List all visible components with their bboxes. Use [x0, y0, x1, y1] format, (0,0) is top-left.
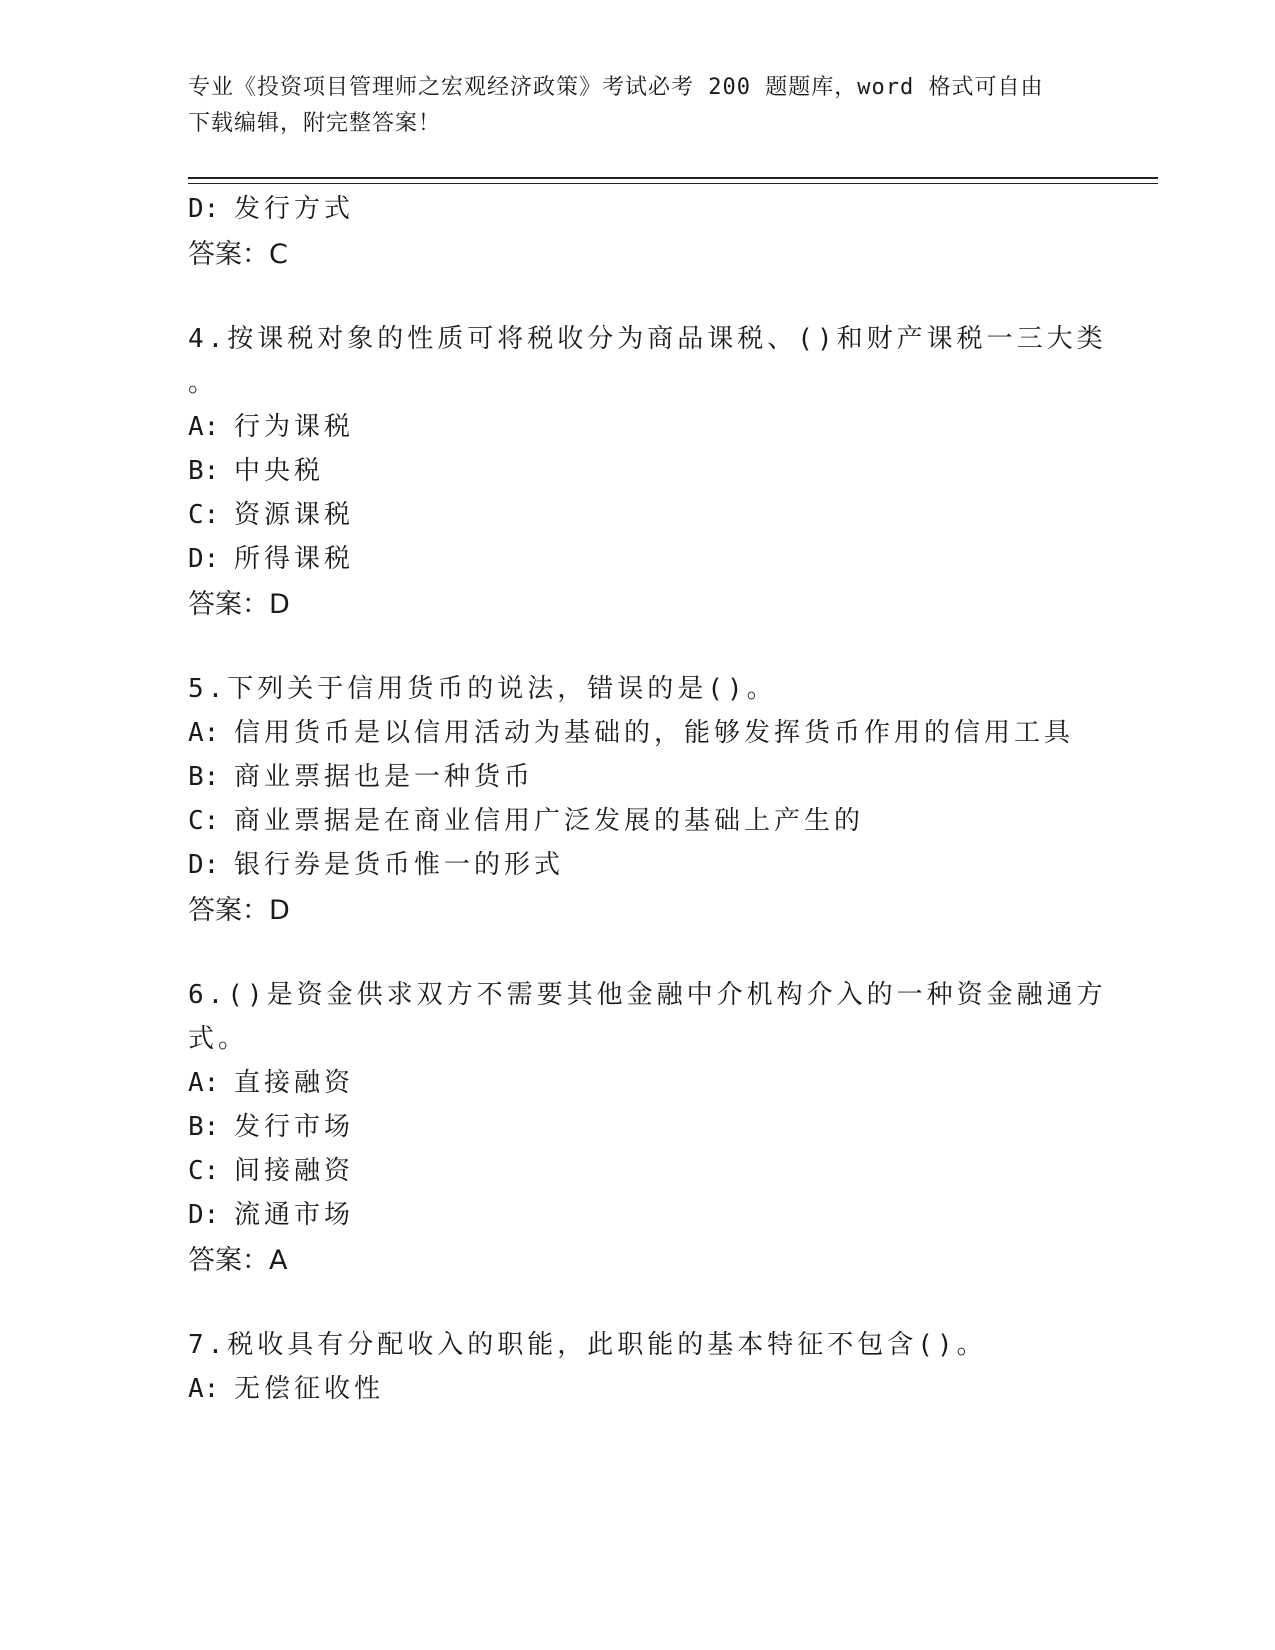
option-label: C: — [188, 1156, 220, 1186]
q6-option-a — [188, 1062, 354, 1099]
document-header — [188, 70, 1068, 142]
header-rule-thick — [188, 177, 1158, 179]
q5-answer: 答案：D — [188, 895, 290, 926]
option-text: 发行市场 — [234, 1112, 355, 1142]
option-text: 直接融资 — [234, 1068, 355, 1098]
prev-option-d — [188, 188, 354, 225]
q7-option-a — [188, 1368, 384, 1405]
q6-answer: 答案：A — [188, 1245, 288, 1276]
header-line-2: 下载编辑，附完整答案！ — [188, 111, 442, 136]
option-label: B: — [188, 456, 220, 486]
q4-option-d — [188, 538, 354, 575]
q5-option-a — [188, 712, 1074, 749]
q5-option-c — [188, 800, 864, 837]
option-text: 信用货币是以信用活动为基础的，能够发挥货币作用的信用工具 — [234, 718, 1075, 748]
option-label: C: — [188, 806, 220, 836]
option-label: B: — [188, 1112, 220, 1142]
q6-option-d — [188, 1194, 354, 1231]
q6-option-b — [188, 1106, 354, 1143]
option-label: D: — [188, 1200, 220, 1230]
option-text: 商业票据也是一种货币 — [234, 762, 535, 792]
option-label: B: — [188, 762, 220, 792]
option-label: D: — [188, 194, 220, 224]
option-text: 资源课税 — [234, 500, 355, 530]
option-text: 流通市场 — [234, 1200, 355, 1230]
option-label: D: — [188, 544, 220, 574]
header-rule-thin — [188, 183, 1158, 184]
q4-option-a — [188, 406, 354, 443]
q4-text-line-2: 。 — [188, 368, 219, 398]
option-label: A: — [188, 412, 220, 442]
q7-text-line-1: 7.税收具有分配收入的职能，此职能的基本特征不包含()。 — [188, 1330, 987, 1360]
option-text: 行为课税 — [234, 412, 355, 442]
option-label: A: — [188, 1374, 220, 1404]
header-line-1: 专业《投资项目管理师之宏观经济政策》考试必考 200 题题库，word 格式可自由 — [188, 75, 1044, 100]
q5-option-d — [188, 844, 564, 881]
q4-option-c — [188, 494, 354, 531]
prev-answer: 答案：C — [188, 239, 288, 270]
q6-text-line-1: 6.()是资金供求双方不需要其他金融中介机构介入的一种资金融通方 — [188, 980, 1107, 1010]
q4-answer: 答案：D — [188, 589, 290, 620]
option-text: 无偿征收性 — [234, 1374, 385, 1404]
option-label: D: — [188, 850, 220, 880]
option-text: 中央税 — [234, 456, 325, 486]
q6-text-line-2: 式。 — [188, 1024, 249, 1054]
option-label: C: — [188, 500, 220, 530]
q5-text-line-1: 5.下列关于信用货币的说法，错误的是()。 — [188, 674, 777, 704]
option-text: 商业票据是在商业信用广泛发展的基础上产生的 — [234, 806, 865, 836]
option-text: 所得课税 — [234, 544, 355, 574]
option-text: 银行券是货币惟一的形式 — [234, 850, 565, 880]
option-text: 发行方式 — [234, 194, 355, 224]
option-label: A: — [188, 718, 220, 748]
q4-text-line-1: 4.按课税对象的性质可将税收分为商品课税、()和财产课税一三大类 — [188, 324, 1107, 354]
q6-option-c — [188, 1150, 354, 1187]
option-label: A: — [188, 1068, 220, 1098]
q5-option-b — [188, 756, 534, 793]
option-text: 间接融资 — [234, 1156, 355, 1186]
q4-option-b — [188, 450, 324, 487]
